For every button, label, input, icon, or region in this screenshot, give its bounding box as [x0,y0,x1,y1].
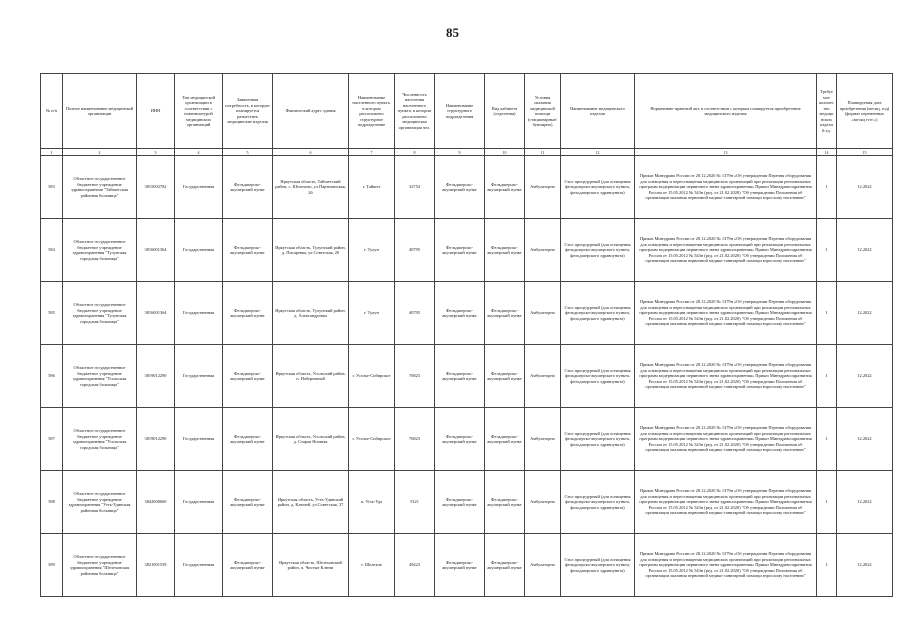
organization-type: Государственная [175,219,223,282]
population: 49423 [395,534,435,597]
care-conditions: Амбулаторно [525,282,561,345]
organization-name: Областное государственное бюджетное учреждение здравоохранения "Шелеховская районная больница" [63,534,137,597]
row-number: 587 [41,408,63,471]
legal-act: Приказ Минздрава России от 28.12.2020 № 1379н «Об утверждении Перечня оборудования для оснащения и переоснащения медицинских организаций при реализации региональных программ модернизации первичного звена здравоохранения» Приказ Минздравсоцразвития России от 15.05.2012 № 543н (ред. от 21.02.2020) "Об утверждении Положения об организации оказания первичной медико-санитарной помощи взрослому населению" [635,282,817,345]
structural-unit: Фельдшерско-акушерский пункт [435,471,485,534]
legal-act: Приказ Минздрава России от 28.12.2020 № 1379н «Об утверждении Перечня оборудования для оснащения и переоснащения медицинских организаций при реализации региональных программ модернизации первичного звена здравоохранения» Приказ Минздравсоцразвития России от 15.05.2012 № 543н (ред. от 21.02.2020) "Об утверждении Положения об организации оказания первичной медико-санитарной помощи взрослому населению" [635,471,817,534]
settlement: г. Усолье-Сибирское [349,408,395,471]
column-number: 14 [817,149,837,156]
header-cell: Фактический адрес здания [273,74,349,149]
table-row [41,408,893,471]
quantity: 1 [817,534,837,597]
column-number: 1 [41,149,63,156]
structural-unit: Фельдшерско-акушерский пункт [435,345,485,408]
equipment-table [40,73,893,597]
settlement: п. Усть-Уда [349,471,395,534]
device-name: Стол процедурный (для оснащения фельдшерско-акушерского пункта, фельдшерского здравпункта) [561,156,635,219]
structural-unit: Фельдшерско-акушерский пункт [435,156,485,219]
column-number: 12 [561,149,635,156]
organization-name: Областное государственное бюджетное учреждение здравоохранения "Усольская городская больница" [63,345,137,408]
row-number: 586 [41,345,63,408]
placement: Фельдшерско-акушерский пункт [223,408,273,471]
header-cell: Вид кабинета (отделения) [485,74,525,149]
page-number: 85 [446,25,459,40]
quantity: 1 [817,156,837,219]
care-conditions: Амбулаторно [525,219,561,282]
column-number: 3 [137,149,175,156]
purchase-date: 12.2022 [837,408,893,471]
device-name: Стол процедурный (для оснащения фельдшерско-акушерского пункта, фельдшерского здравпункта) [561,345,635,408]
cabinet-type: Фельдшерско-акушерский пункт [485,156,525,219]
purchase-date: 12.2022 [837,282,893,345]
quantity: 1 [817,471,837,534]
cabinet-type: Фельдшерско-акушерский пункт [485,219,525,282]
placement: Фельдшерско-акушерский пункт [223,345,273,408]
device-name: Стол процедурный (для оснащения фельдшерско-акушерского пункта, фельдшерского здравпункта) [561,408,635,471]
row-number: 585 [41,282,63,345]
column-number: 8 [395,149,435,156]
legal-act: Приказ Минздрава России от 28.12.2020 № 1379н «Об утверждении Перечня оборудования для оснащения и переоснащения медицинских организаций при реализации региональных программ модернизации первичного звена здравоохранения» Приказ Минздравсоцразвития России от 15.05.2012 № 543н (ред. от 21.02.2020) "Об утверждении Положения об организации оказания первичной медико-санитарной помощи взрослому населению" [635,345,817,408]
purchase-date: 12.2022 [837,156,893,219]
cabinet-type: Фельдшерско-акушерский пункт [485,345,525,408]
row-number: 584 [41,219,63,282]
column-number: 6 [273,149,349,156]
care-conditions: Амбулаторно [525,345,561,408]
header-cell: Планируемая дата приобретения (месяц, год) (формат переменных «месяц гггг.») [837,74,893,149]
legal-act: Приказ Минздрава России от 28.12.2020 № 1379н «Об утверждении Перечня оборудования для оснащения и переоснащения медицинских организаций при реализации региональных программ модернизации первичного звена здравоохранения» Приказ Минздравсоцразвития России от 15.05.2012 № 543н (ред. от 21.02.2020) "Об утверждении Положения об организации оказания первичной медико-санитарной помощи взрослому населению" [635,156,817,219]
column-number-row [41,149,893,156]
table-row [41,156,893,219]
population: 76823 [395,345,435,408]
placement: Фельдшерско-акушерский пункт [223,534,273,597]
address: Иркутская область, Тайшетский район, с. Шелехово, ул.Партизанская, 26 [273,156,349,219]
header-cell: Нормативно-правовой акт, в соответствии с которым планируется приобретение медицинского изделия [635,74,817,149]
address: Иркутская область, Усольский район, п. Набережный [273,345,349,408]
structural-unit: Фельдшерско-акушерский пункт [435,534,485,597]
organization-name: Областное государственное бюджетное учреждение здравоохранения "Усть-Удинская районная больница" [63,471,137,534]
address: Иркутская область, Тулунский район, д. Писаревка, ул.Советская, 20 [273,219,349,282]
care-conditions: Амбулаторно [525,534,561,597]
organization-name: Областное государственное бюджетное учреждение здравоохранения "Усольская городская больница" [63,408,137,471]
organization-name: Областное государственное бюджетное учреждение здравоохранения "Тайшетская районная больница" [63,156,137,219]
cabinet-type: Фельдшерско-акушерский пункт [485,471,525,534]
column-number: 5 [223,149,273,156]
legal-act: Приказ Минздрава России от 28.12.2020 № 1379н «Об утверждении Перечня оборудования для оснащения и переоснащения медицинских организаций при реализации региональных программ модернизации первичного звена здравоохранения» Приказ Минздравсоцразвития России от 15.05.2012 № 543н (ред. от 21.02.2020) "Об утверждении Положения об организации оказания первичной медико-санитарной помощи взрослому населению" [635,219,817,282]
care-conditions: Амбулаторно [525,471,561,534]
column-number: 13 [635,149,817,156]
settlement: г. Усолье-Сибирское [349,345,395,408]
table-row [41,282,893,345]
settlement: г. Тулун [349,219,395,282]
purchase-date: 12.2022 [837,471,893,534]
row-number: 589 [41,534,63,597]
cabinet-type: Фельдшерско-акушерский пункт [485,408,525,471]
device-name: Стол процедурный (для оснащения фельдшерско-акушерского пункта, фельдшерского здравпункта) [561,282,635,345]
population: 5321 [395,471,435,534]
header-cell: Тип медицинской организации в соответствии с номенклатурой медицинских организаций [175,74,223,149]
header-cell: Полное наименование медицинской организации [63,74,137,149]
header-cell: Наименование медицинского изделия [561,74,635,149]
column-number: 4 [175,149,223,156]
device-name: Стол процедурный (для оснащения фельдшерско-акушерского пункта, фельдшерского здравпункта) [561,219,635,282]
settlement: г. Тулун [349,282,395,345]
address: Иркутская область, Усольский район, д. Старая Ясачная [273,408,349,471]
row-number: 583 [41,156,63,219]
header-cell: Численность населения населенного пункта, в котором расположено медицинская организация чел. [395,74,435,149]
device-name: Стол процедурный (для оснащения фельдшерско-акушерского пункта, фельдшерского здравпункта) [561,471,635,534]
table-row [41,219,893,282]
column-number: 10 [485,149,525,156]
structural-unit: Фельдшерско-акушерский пункт [435,408,485,471]
organization-type: Государственная [175,408,223,471]
table-header-row [41,74,893,149]
header-cell: Наименование структурного подразделения [435,74,485,149]
header-cell: № п/п [41,74,63,149]
settlement: г. Шелехов [349,534,395,597]
population: 32754 [395,156,435,219]
purchase-date: 12.2022 [837,534,893,597]
cabinet-type: Фельдшерско-акушерский пункт [485,534,525,597]
inn: 3816001364 [137,282,175,345]
table-row [41,534,893,597]
population: 40795 [395,282,435,345]
care-conditions: Амбулаторно [525,408,561,471]
structural-unit: Фельдшерско-акушерский пункт [435,219,485,282]
inn: 3821001539 [137,534,175,597]
legal-act: Приказ Минздрава России от 28.12.2020 № 1379н «Об утверждении Перечня оборудования для оснащения и переоснащения медицинских организаций при реализации региональных программ модернизации первичного звена здравоохранения» Приказ Минздравсоцразвития России от 15.05.2012 № 543н (ред. от 21.02.2020) "Об утверждении Положения об организации оказания первичной медико-санитарной помощи взрослому населению" [635,408,817,471]
inn: 3815002782 [137,156,175,219]
address: Иркутская область, Шелеховский район, п. Чистые Ключи [273,534,349,597]
inn: 3819012290 [137,408,175,471]
settlement: г. Тайшет [349,156,395,219]
organization-type: Государственная [175,345,223,408]
header-cell: ИНН [137,74,175,149]
column-number: 9 [435,149,485,156]
purchase-date: 12.2022 [837,219,893,282]
population: 76823 [395,408,435,471]
inn: 3819012290 [137,345,175,408]
purchase-date: 12.2022 [837,345,893,408]
placement: Фельдшерско-акушерский пункт [223,156,273,219]
inn: 3816001364 [137,219,175,282]
column-number: 2 [63,149,137,156]
legal-act: Приказ Минздрава России от 28.12.2020 № 1379н «Об утверждении Перечня оборудования для оснащения и переоснащения медицинских организаций при реализации региональных программ модернизации первичного звена здравоохранения» Приказ Минздравсоцразвития России от 15.05.2012 № 543н (ред. от 21.02.2020) "Об утверждении Положения об организации оказания первичной медико-санитарной помощи взрослому населению" [635,534,817,597]
organization-name: Областное государственное бюджетное учреждение здравоохранения "Тулунская городская больница" [63,282,137,345]
row-number: 588 [41,471,63,534]
quantity: 1 [817,408,837,471]
structural-unit: Фельдшерско-акушерский пункт [435,282,485,345]
care-conditions: Амбулаторно [525,156,561,219]
organization-type: Государственная [175,534,223,597]
column-number: 11 [525,149,561,156]
column-number: 15 [837,149,893,156]
organization-type: Государственная [175,471,223,534]
cabinet-type: Фельдшерско-акушерский пункт [485,282,525,345]
device-name: Стол процедурный (для оснащения фельдшерско-акушерского пункта, фельдшерского здравпункта) [561,534,635,597]
quantity: 1 [817,282,837,345]
placement: Фельдшерско-акушерский пункт [223,219,273,282]
address: Иркутская область, Усть-Удинский район, д. Ключей, ул.Советская, 37 [273,471,349,534]
population: 40795 [395,219,435,282]
column-number: 7 [349,149,395,156]
organization-type: Государственная [175,282,223,345]
organization-type: Государственная [175,156,223,219]
quantity: 1 [817,219,837,282]
address: Иркутская область, Тулунский район, д. Александровка [273,282,349,345]
table-row [41,471,893,534]
header-cell: Заявленная потребность, в которую планируется разместить медицинские изделия [223,74,273,149]
header-cell: Требуемое количество медицинских изделий ед. [817,74,837,149]
placement: Фельдшерско-акушерский пункт [223,471,273,534]
table-row [41,345,893,408]
organization-name: Областное государственное бюджетное учреждение здравоохранения "Тулунская городская больница" [63,219,137,282]
quantity: 1 [817,345,837,408]
header-cell: Условия оказания медицинской помощи (стационарные/ буюлярно) [525,74,561,149]
placement: Фельдшерско-акушерский пункт [223,282,273,345]
inn: 3842000660 [137,471,175,534]
header-cell: Наименование населенного пункта, в котором расположено структурное подразделение [349,74,395,149]
